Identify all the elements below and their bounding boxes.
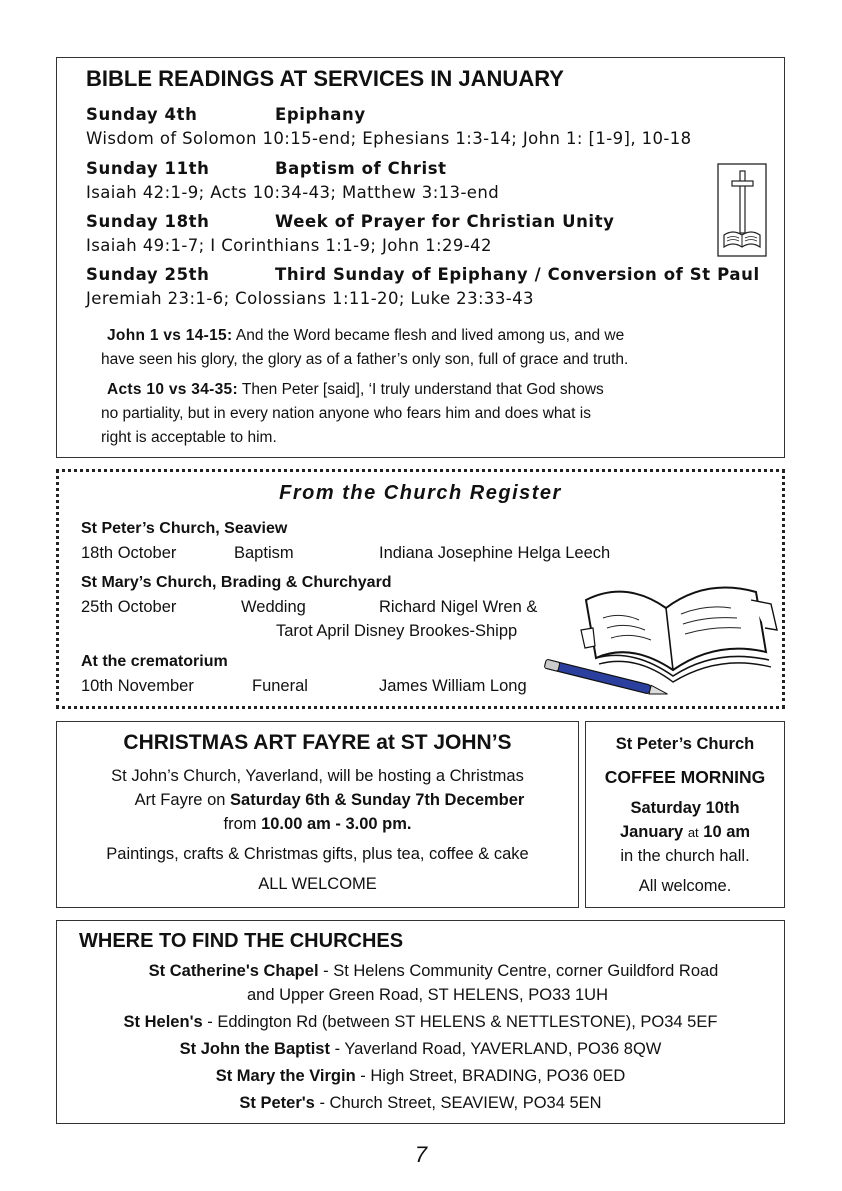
coffee-welcome: All welcome. [638, 877, 732, 895]
reading-refs: Isaiah 42:1-9; Acts 10:34-43; Matthew 3:13-end [86, 183, 500, 202]
verse-acts [101, 378, 781, 450]
coffee-at: at [687, 825, 699, 840]
register-event: Funeral [252, 677, 308, 695]
reading-occasion: Third Sunday of Epiphany / Conversion of St Paul [275, 265, 760, 284]
coffee-place: in the church hall. [620, 847, 750, 865]
church-address: - Eddington Rd (between ST HELENS & NETTLESTONE), PO34 5EF [202, 1013, 718, 1031]
reading-day: Sunday 11th [86, 159, 210, 178]
register-church: At the crematorium [81, 653, 228, 670]
reading-occasion: Epiphany [275, 105, 366, 124]
page-number: 7 [414, 1142, 428, 1167]
register-church: St Mary’s Church, Brading & Churchyard [81, 574, 392, 591]
church-location [57, 1013, 784, 1032]
where-title: WHERE TO FIND THE CHURCHES [79, 930, 404, 952]
reading-occasion: Week of Prayer for Christian Unity [275, 212, 615, 231]
where-churches-box [56, 920, 785, 1124]
fayre-line [57, 815, 578, 834]
church-name: St John the Baptist [179, 1040, 330, 1058]
reading-refs: Wisdom of Solomon 10:15-end; Ephesians 1:3-14; John 1: [1-9], 10-18 [86, 129, 692, 148]
register-name: Richard Nigel Wren & [379, 598, 538, 616]
reading-occasion: Baptism of Christ [275, 159, 447, 178]
register-date: 18th October [81, 544, 177, 562]
coffee-date-line [586, 823, 784, 842]
coffee-month: January [619, 823, 684, 841]
register-date: 25th October [81, 598, 177, 616]
church-register-box [56, 469, 785, 709]
church-address: - Church Street, SEAVIEW, PO34 5EN [314, 1094, 602, 1112]
fayre-line: St John’s Church, Yaverland, will be hosting a Christmas [111, 767, 524, 785]
fayre-text: Art Fayre on [134, 791, 231, 809]
fayre-times: 10.00 am - 3.00 pm. [261, 815, 412, 833]
verse-text: right is acceptable to him. [101, 429, 277, 446]
church-address: - High Street, BRADING, PO36 0ED [355, 1067, 626, 1085]
fayre-text: from [223, 815, 262, 833]
register-name: James William Long [379, 677, 527, 695]
verse-text: have seen his glory, the glory as of a father’s only son, full of grace and truth. [101, 351, 629, 368]
verse-text: And the Word became flesh and lived among us, and we [232, 327, 625, 344]
verse-john [101, 324, 781, 372]
reading-refs: Isaiah 49:1-7; I Corinthians 1:1-9; John 1:29-42 [86, 236, 492, 255]
register-event: Baptism [234, 544, 294, 562]
church-location [57, 1094, 784, 1113]
fayre-line [57, 791, 578, 810]
coffee-morning-box [585, 721, 785, 908]
register-name: Tarot April Disney Brookes-Shipp [276, 622, 518, 640]
open-book-pen-icon [541, 570, 781, 702]
verse-ref: Acts 10 vs 34-35: [107, 381, 238, 398]
reading-day: Sunday 4th [86, 105, 198, 124]
coffee-date: Saturday 10th [630, 799, 740, 817]
art-fayre-box [56, 721, 579, 908]
church-location [57, 1040, 784, 1059]
verse-ref: John 1 vs 14-15: [107, 327, 233, 344]
church-address: - St Helens Community Centre, corner Guildford Road [318, 962, 719, 980]
register-title: From the Church Register [279, 482, 562, 504]
register-date: 10th November [81, 677, 194, 695]
reading-day: Sunday 18th [86, 212, 210, 231]
fayre-line: Paintings, crafts & Christmas gifts, plus tea, coffee & cake [106, 845, 529, 863]
church-location [57, 1067, 784, 1086]
church-name: St Peter's [239, 1094, 315, 1112]
church-address: and Upper Green Road, ST HELENS, PO33 1UH [246, 986, 609, 1004]
reading-refs: Jeremiah 23:1-6; Colossians 1:11-20; Luke 23:33-43 [86, 289, 534, 308]
verse-text: Then Peter [said], ‘I truly understand that God shows [237, 381, 604, 398]
church-name: St Catherine's Chapel [148, 962, 319, 980]
bible-readings-box [56, 57, 785, 458]
church-name: St Helen's [123, 1013, 203, 1031]
church-name: St Mary the Virgin [215, 1067, 356, 1085]
church-address: - Yaverland Road, YAVERLAND, PO36 8QW [329, 1040, 662, 1058]
coffee-title: COFFEE MORNING [604, 767, 766, 787]
reading-day: Sunday 25th [86, 265, 210, 284]
church-location [57, 962, 784, 981]
register-name: Indiana Josephine Helga Leech [379, 544, 611, 562]
coffee-church: St Peter’s Church [615, 735, 755, 753]
verse-text: no partiality, but in every nation anyone who fears him and does what is [101, 405, 591, 422]
fayre-title: CHRISTMAS ART FAYRE at ST JOHN’S [123, 731, 512, 754]
register-event: Wedding [241, 598, 306, 616]
fayre-dates: Saturday 6th & Sunday 7th December [230, 791, 525, 809]
fayre-welcome: ALL WELCOME [258, 875, 377, 893]
readings-title: BIBLE READINGS AT SERVICES IN JANUARY [86, 66, 564, 91]
register-church: St Peter’s Church, Seaview [81, 520, 288, 537]
coffee-time: 10 am [703, 823, 751, 841]
cross-bible-icon [717, 163, 767, 257]
